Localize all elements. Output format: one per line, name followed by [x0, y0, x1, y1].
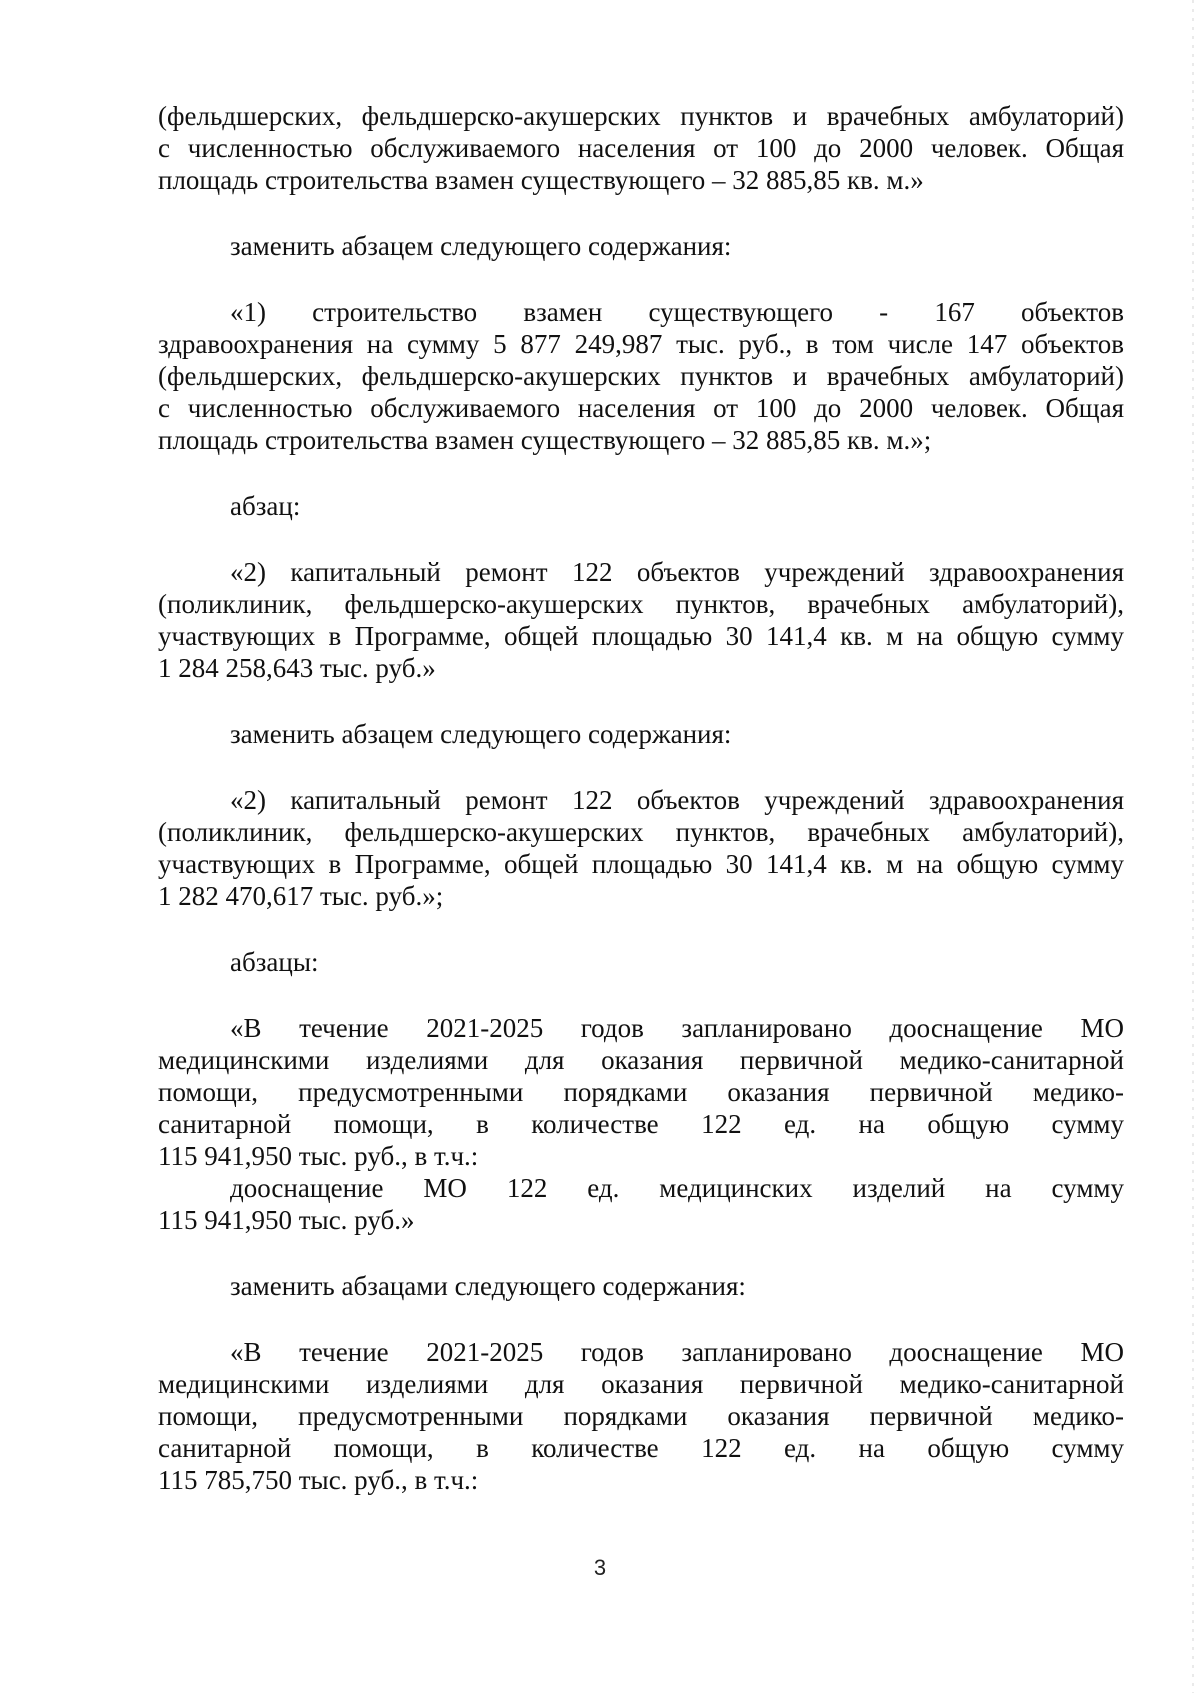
- paragraph: [158, 100, 1124, 196]
- text-line: «1) строительство взамен существующего - 167 объектов: [230, 297, 1124, 327]
- text-line: площадь строительства взамен существующего – 32 885,85 кв. м.»;: [158, 425, 932, 455]
- paragraph-gap: [158, 262, 1124, 296]
- text-line: (фельдшерских, фельдшерско-акушерских пунктов и врачебных амбулаторий): [158, 101, 1124, 131]
- text-line: «2) капитальный ремонт 122 объектов учреждений здравоохранения: [230, 785, 1124, 815]
- paragraph: [158, 1012, 1124, 1172]
- text-line: санитарной помощи, в количестве 122 ед. на общую сумму: [158, 1433, 1124, 1463]
- scan-edge-artifact: [1192, 0, 1194, 1693]
- text-line: участвующих в Программе, общей площадью 30 141,4 кв. м на общую сумму: [158, 849, 1124, 879]
- paragraph-gap: [158, 978, 1124, 1012]
- text-line: с численностью обслуживаемого населения от 100 до 2000 человек. Общая: [158, 393, 1124, 423]
- text-line: 115 785,750 тыс. руб., в т.ч.:: [158, 1465, 479, 1495]
- page-number: 3: [593, 1555, 607, 1580]
- paragraph: [158, 1172, 1124, 1236]
- paragraph-gap: [158, 1236, 1124, 1270]
- text-line: помощи, предусмотренными порядками оказания первичной медико-: [158, 1401, 1124, 1431]
- instruction-line: абзац:: [230, 491, 301, 521]
- paragraph: [158, 784, 1124, 912]
- text-line: 1 282 470,617 тыс. руб.»;: [158, 881, 444, 911]
- text-line: «В течение 2021-2025 годов запланировано дооснащение МО: [230, 1337, 1124, 1367]
- text-line: медицинскими изделиями для оказания первичной медико-санитарной: [158, 1369, 1124, 1399]
- text-line: медицинскими изделиями для оказания первичной медико-санитарной: [158, 1045, 1124, 1075]
- text-line: санитарной помощи, в количестве 122 ед. на общую сумму: [158, 1109, 1124, 1139]
- text-line: 1 284 258,643 тыс. руб.»: [158, 653, 436, 683]
- text-line: участвующих в Программе, общей площадью 30 141,4 кв. м на общую сумму: [158, 621, 1124, 651]
- instruction-line: заменить абзацем следующего содержания:: [230, 231, 732, 261]
- text-line: (поликлиник, фельдшерско-акушерских пунктов, врачебных амбулаторий),: [158, 817, 1124, 847]
- text-line: помощи, предусмотренными порядками оказания первичной медико-: [158, 1077, 1124, 1107]
- text-line: дооснащение МО 122 ед. медицинских изделий на сумму: [230, 1173, 1124, 1203]
- text-line: здравоохранения на сумму 5 877 249,987 тыс. руб., в том числе 147 объектов: [158, 329, 1124, 359]
- instruction-line: заменить абзацами следующего содержания:: [230, 1271, 746, 1301]
- text-line: (фельдшерских, фельдшерско-акушерских пунктов и врачебных амбулаторий): [158, 361, 1124, 391]
- text-line: с численностью обслуживаемого населения от 100 до 2000 человек. Общая: [158, 133, 1124, 163]
- paragraph-gap: [158, 912, 1124, 946]
- paragraph: [158, 1336, 1124, 1496]
- paragraph-gap: [158, 456, 1124, 490]
- text-line: «2) капитальный ремонт 122 объектов учреждений здравоохранения: [230, 557, 1124, 587]
- text-line: площадь строительства взамен существующего – 32 885,85 кв. м.»: [158, 165, 924, 195]
- paragraph-gap: [158, 522, 1124, 556]
- paragraph-gap: [158, 750, 1124, 784]
- text-line: 115 941,950 тыс. руб., в т.ч.:: [158, 1141, 479, 1171]
- paragraph-gap: [158, 1302, 1124, 1336]
- paragraph-gap: [158, 196, 1124, 230]
- text-line: «В течение 2021-2025 годов запланировано дооснащение МО: [230, 1013, 1124, 1043]
- text-line: 115 941,950 тыс. руб.»: [158, 1205, 415, 1235]
- instruction-line: заменить абзацем следующего содержания:: [230, 719, 732, 749]
- paragraph: [158, 556, 1124, 684]
- text-line: (поликлиник, фельдшерско-акушерских пунктов, врачебных амбулаторий),: [158, 589, 1124, 619]
- paragraph: [158, 296, 1124, 456]
- paragraph-gap: [158, 684, 1124, 718]
- instruction-line: абзацы:: [230, 947, 319, 977]
- document-page: [158, 100, 1124, 1496]
